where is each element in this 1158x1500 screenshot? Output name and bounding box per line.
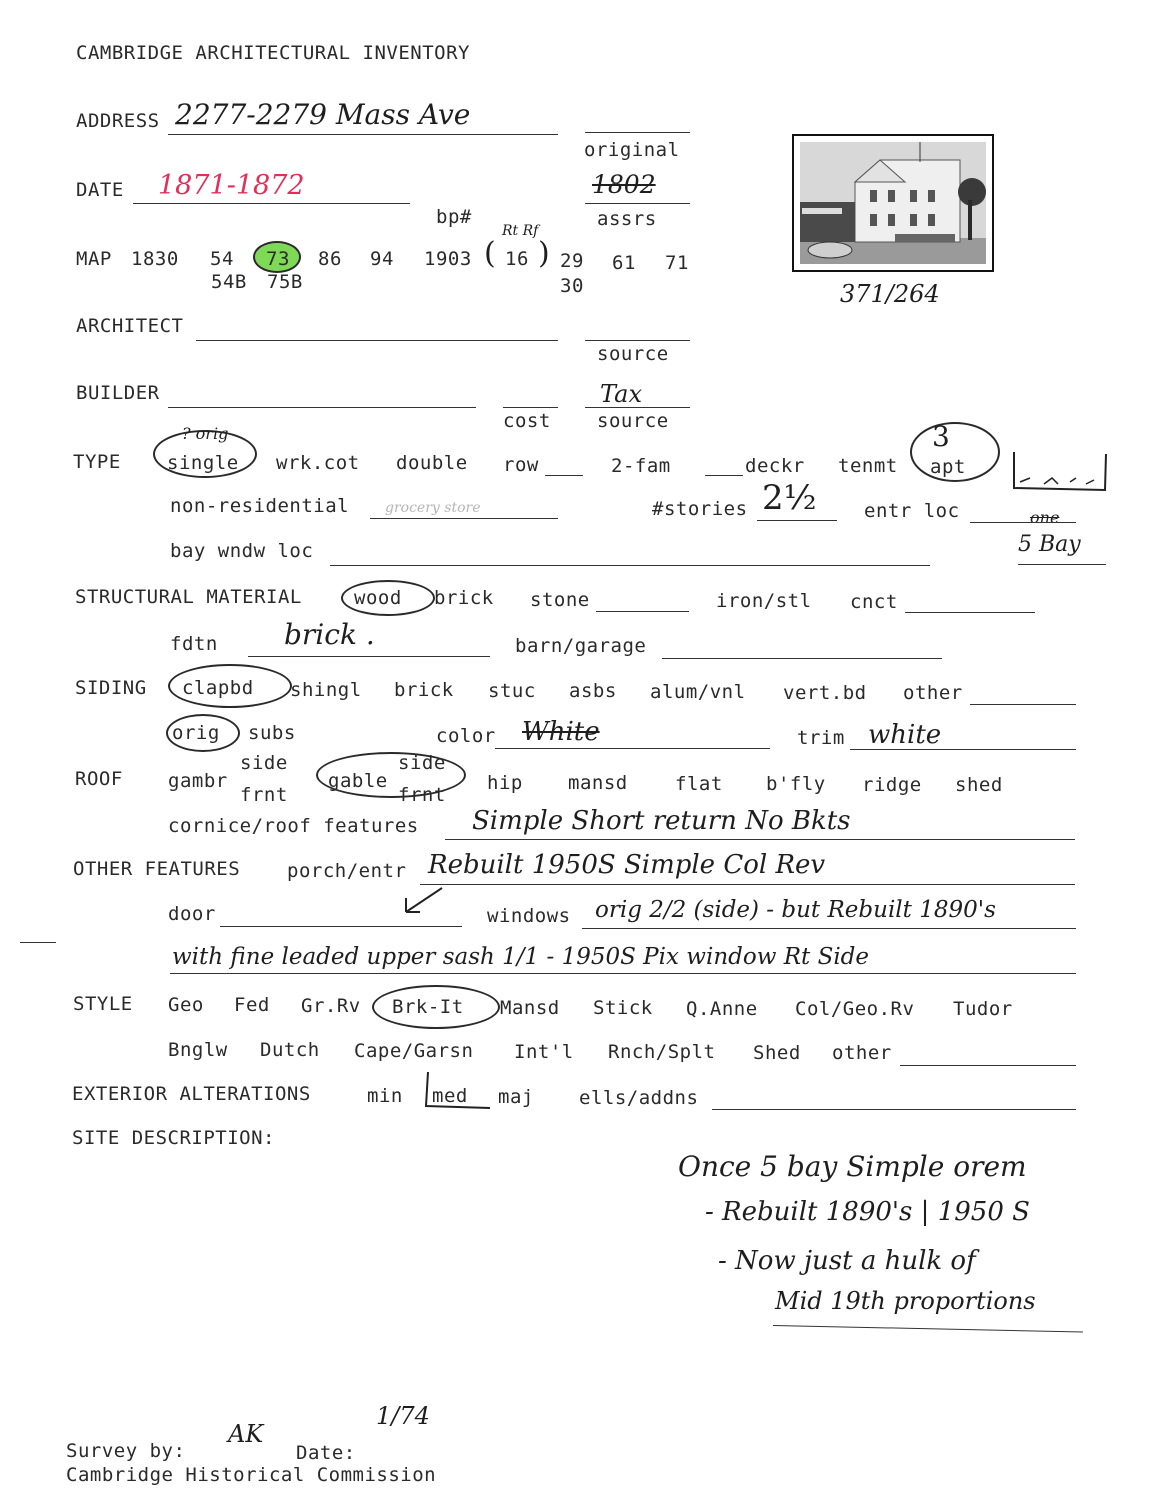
- type-option-selected: apt: [930, 456, 966, 478]
- address-label: ADDRESS: [76, 110, 160, 132]
- commission-name: Cambridge Historical Commission: [66, 1464, 437, 1486]
- structural-label: STRUCTURAL MATERIAL: [75, 586, 302, 608]
- alteration-option: min: [367, 1085, 403, 1107]
- porch-value: Rebuilt 1950S Simple Col Rev: [428, 850, 826, 880]
- porch-line: [420, 884, 1075, 885]
- style-option: Col/Geo.Rv: [795, 998, 915, 1020]
- assrs-label: assrs: [597, 208, 657, 230]
- date-value: 1871-1872: [158, 170, 305, 201]
- siding-subs: subs: [248, 722, 296, 744]
- map-year: 1903: [424, 248, 472, 270]
- footer-date-value: 1/74: [376, 1402, 430, 1430]
- site-note: Once 5 bay Simple orem: [678, 1150, 1027, 1183]
- builder-source-value: Tax: [600, 380, 642, 408]
- roof-side: side: [240, 752, 288, 774]
- style-other-line: [900, 1065, 1076, 1066]
- cornice-value: Simple Short return No Bkts: [472, 806, 851, 836]
- original-line: [585, 132, 690, 133]
- color-value: White: [522, 717, 600, 747]
- alterations-label: EXTERIOR ALTERATIONS: [72, 1083, 311, 1105]
- type-option: tenmt: [838, 455, 898, 477]
- cornice-line: [445, 839, 1075, 840]
- type-option: deckr: [745, 455, 805, 477]
- style-option: Fed: [234, 994, 270, 1016]
- other-line: [970, 704, 1076, 705]
- style-option-selected: Brk-It: [392, 996, 464, 1018]
- architect-label: ARCHITECT: [76, 315, 184, 337]
- structural-option: brick: [434, 587, 494, 609]
- map-year: 86: [318, 248, 342, 270]
- roof-option: hip: [487, 772, 523, 794]
- type-option: wrk.cot: [276, 452, 360, 474]
- map-year-selected: 73: [266, 248, 290, 270]
- map-label: MAP: [76, 248, 112, 270]
- nonres-label: non-residential: [170, 495, 350, 517]
- ells-line: [712, 1109, 1076, 1110]
- architect-line: [196, 340, 558, 341]
- architect-source-line: [585, 340, 690, 341]
- roof-option: ridge: [862, 774, 922, 796]
- ells-label: ells/addns: [579, 1087, 699, 1109]
- structural-option-selected: wood: [354, 587, 402, 609]
- roof-option: flat: [675, 773, 723, 795]
- structural-option: iron/stl: [716, 590, 812, 612]
- map-year: 71: [665, 252, 689, 274]
- style-option: Mansd: [500, 997, 560, 1019]
- photo-caption: 371/264: [840, 280, 940, 308]
- margin-mark: [20, 942, 56, 943]
- map-year: 61: [612, 252, 636, 274]
- type-option: double: [396, 452, 468, 474]
- map-sub: 75B: [267, 271, 303, 293]
- alteration-option-selected: med: [432, 1085, 468, 1107]
- site-label: SITE DESCRIPTION:: [72, 1127, 275, 1149]
- survey-value: AK: [228, 1420, 264, 1448]
- map-note: Rt Rf: [502, 223, 539, 239]
- trim-label: trim: [797, 727, 845, 749]
- nonres-line: [370, 518, 558, 519]
- roof-option: shed: [955, 774, 1003, 796]
- stories-value: 2½: [762, 478, 817, 518]
- stories-label: #stories: [652, 498, 748, 520]
- bay-line: [330, 565, 930, 566]
- footer-date-label: Date:: [296, 1442, 356, 1464]
- stone-line: [596, 611, 689, 612]
- site-note: Mid 19th proportions: [775, 1287, 1036, 1315]
- fdtn-value: brick .: [284, 618, 375, 651]
- style-option: other: [832, 1042, 892, 1064]
- style-option: Stick: [593, 997, 653, 1019]
- date-line: [133, 203, 410, 204]
- entr-note-underline: [1018, 564, 1106, 565]
- builder-label: BUILDER: [76, 382, 160, 404]
- barn-line: [662, 658, 942, 659]
- survey-label: Survey by:: [66, 1440, 186, 1462]
- roof-option: mansd: [568, 772, 628, 794]
- house-image: [800, 142, 986, 264]
- building-photo: [792, 134, 994, 272]
- door-line: [220, 926, 462, 927]
- siding-label: SIDING: [75, 677, 147, 699]
- type-option-selected: single: [167, 452, 239, 474]
- map-sub: 30: [560, 275, 584, 297]
- apt-note: 3: [932, 420, 950, 453]
- single-note: ? orig: [182, 424, 229, 443]
- structural-option: stone: [530, 589, 590, 611]
- paren-close: ): [538, 236, 550, 271]
- door-label: door: [168, 903, 216, 925]
- site-note: - Rebuilt 1890's | 1950 S: [705, 1197, 1030, 1227]
- alteration-option: maj: [498, 1086, 534, 1108]
- style-option: Geo: [168, 994, 204, 1016]
- page-title: CAMBRIDGE ARCHITECTURAL INVENTORY: [76, 42, 470, 64]
- roof-option: gambr: [168, 770, 228, 792]
- windows-value: orig 2/2 (side) - but Rebuilt 1890's: [595, 897, 996, 923]
- type-label: TYPE: [73, 451, 121, 473]
- color-line: [495, 748, 770, 749]
- address-value: 2277-2279 Mass Ave: [175, 98, 471, 131]
- windows-line-2: [170, 973, 1076, 974]
- stories-line: [757, 520, 837, 521]
- builder-source-label: source: [597, 410, 669, 432]
- cost-line: [503, 407, 558, 408]
- style-option: Tudor: [953, 998, 1013, 1020]
- structural-option: cnct: [850, 591, 898, 613]
- builder-source-line: [585, 407, 690, 408]
- windows-value-2: with fine leaded upper sash 1/1 - 1950S Pix window Rt Side: [172, 944, 870, 970]
- other-features-label: OTHER FEATURES: [73, 858, 241, 880]
- roof-option-selected: gable: [328, 770, 388, 792]
- roof-side: side: [398, 752, 446, 774]
- entr-note: 5 Bay: [1018, 532, 1081, 557]
- roof-label: ROOF: [75, 768, 123, 790]
- address-line: [168, 134, 558, 135]
- site-underline: [773, 1325, 1083, 1332]
- roof-frnt: frnt: [398, 784, 446, 806]
- style-option: Cape/Garsn: [354, 1040, 474, 1062]
- roof-option: b'fly: [766, 773, 826, 795]
- fdtn-label: fdtn: [170, 633, 218, 655]
- siding-option: other: [903, 682, 963, 704]
- windows-label: windows: [487, 905, 571, 927]
- bp-label: bp#: [436, 206, 472, 228]
- style-option: Int'l: [514, 1041, 574, 1063]
- site-note: - Now just a hulk of: [718, 1246, 976, 1276]
- map-year: 29: [560, 250, 584, 272]
- siding-option: stuc: [488, 680, 536, 702]
- entr-value: one: [1030, 508, 1060, 527]
- siding-option: alum/vnl: [650, 681, 746, 703]
- style-option: Gr.Rv: [301, 995, 361, 1017]
- row-line: [545, 475, 583, 476]
- siding-option: shingl: [290, 679, 362, 701]
- deckr-line: [705, 475, 743, 476]
- entrance-sketch: [1010, 448, 1120, 508]
- bay-label: bay wndw loc: [170, 540, 314, 562]
- trim-value: white: [868, 720, 942, 750]
- siding-option: vert.bd: [783, 682, 867, 704]
- style-label: STYLE: [73, 993, 133, 1015]
- architect-source-label: source: [597, 343, 669, 365]
- trim-line: [850, 749, 1076, 750]
- nonres-value: grocery store: [385, 500, 481, 516]
- roof-frnt: frnt: [240, 784, 288, 806]
- cost-label: cost: [503, 410, 551, 432]
- siding-orig: orig: [172, 722, 220, 744]
- type-option: row: [503, 454, 539, 476]
- siding-option: asbs: [569, 680, 617, 702]
- style-option: Dutch: [260, 1039, 320, 1061]
- original-label: original: [584, 139, 680, 161]
- style-option: Bnglw: [168, 1039, 228, 1061]
- color-label: color: [436, 725, 496, 747]
- siding-option-selected: clapbd: [182, 677, 254, 699]
- cornice-label: cornice/roof features: [168, 815, 419, 837]
- fdtn-line: [248, 656, 490, 657]
- map-year: 94: [370, 248, 394, 270]
- date-label: DATE: [76, 179, 124, 201]
- map-year: 54: [210, 248, 234, 270]
- map-year: 1830: [131, 248, 179, 270]
- type-option: 2-fam: [611, 455, 671, 477]
- original-value-line: [585, 203, 690, 204]
- style-option: Shed: [753, 1042, 801, 1064]
- original-value: 1802: [592, 170, 656, 199]
- siding-option: brick: [394, 679, 454, 701]
- paren-open: (: [484, 236, 496, 271]
- arrow-mark: [398, 882, 448, 918]
- map-year: 16: [505, 248, 529, 270]
- barn-label: barn/garage: [515, 635, 647, 657]
- porch-label: porch/entr: [287, 860, 407, 882]
- windows-line: [582, 928, 1076, 929]
- entr-line: [970, 522, 1076, 523]
- map-sub: 54B: [211, 271, 247, 293]
- style-option: Rnch/Splt: [608, 1041, 716, 1063]
- style-option: Q.Anne: [686, 998, 758, 1020]
- builder-line: [168, 407, 476, 408]
- entr-label: entr loc: [864, 500, 960, 522]
- cnct-line: [905, 612, 1035, 613]
